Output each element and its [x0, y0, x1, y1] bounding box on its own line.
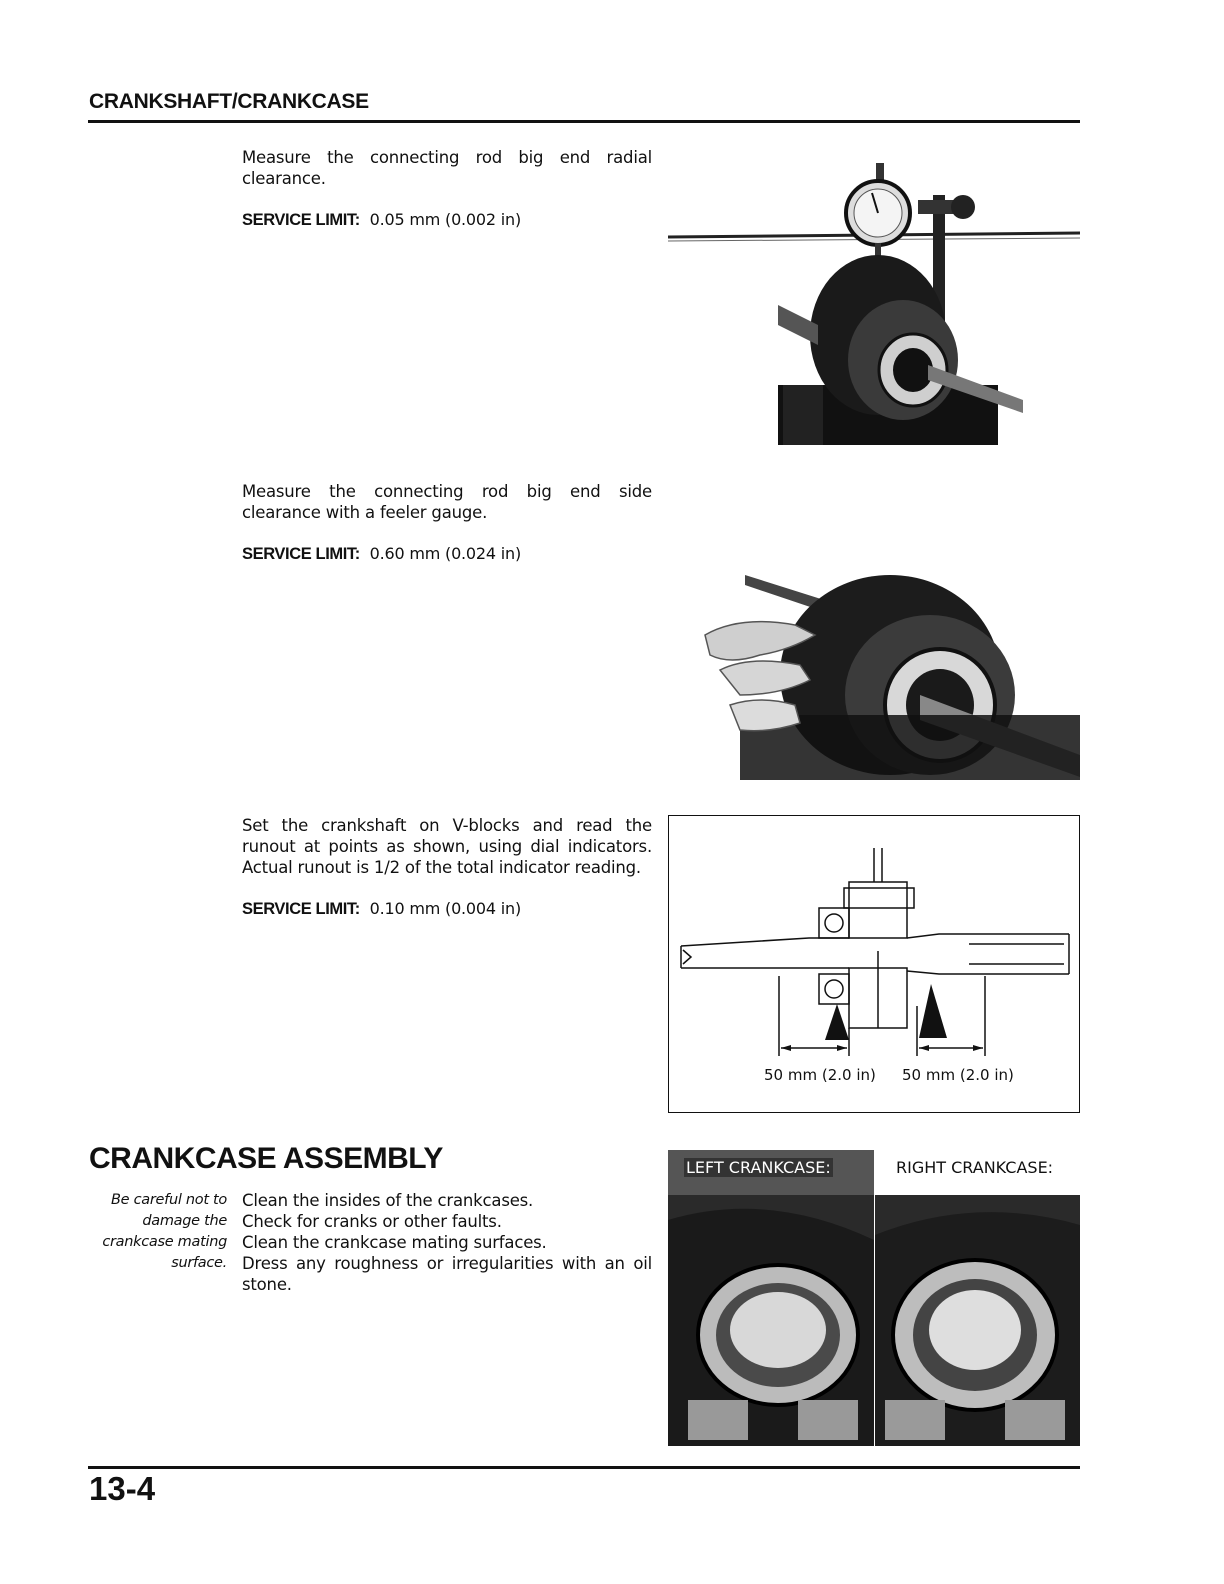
runout-text: Set the crankshaft on V-blocks and read the runout at points as shown, using dial indicators. Actual runout is 1/2 of the total indicator reading.: [242, 816, 652, 877]
page-number: 13-4: [89, 1470, 156, 1507]
service-limit-value: 0.60 mm (0.024 in): [369, 544, 521, 563]
v-block-marker-left: [825, 1004, 849, 1040]
v-block-marker-right: [919, 984, 947, 1038]
side-service-limit: [242, 544, 521, 564]
radial-service-limit: [242, 210, 521, 230]
service-limit-label: SERVICE LIMIT:: [242, 211, 360, 229]
service-limit-label: SERVICE LIMIT:: [242, 900, 360, 918]
caution-note: Be careful not to damage the crankcase mating surface.: [102, 1192, 227, 1271]
right-crankcase-label: RIGHT CRANKCASE:: [896, 1158, 1054, 1177]
side-clearance-text: Measure the connecting rod big end side clearance with a feeler gauge.: [242, 482, 652, 522]
radial-clearance-text: Measure the connecting rod big end radial clearance.: [242, 148, 652, 188]
left-crankcase-photo: [668, 1150, 874, 1446]
dimension-right-label: 50 mm (2.0 in): [902, 1066, 1014, 1084]
step-item: Dress any roughness or irregularities with an oil stone.: [242, 1254, 652, 1294]
dimension-left-label: 50 mm (2.0 in): [764, 1066, 876, 1084]
runout-service-limit: [242, 899, 521, 919]
step-item: Check for cranks or other faults.: [242, 1212, 502, 1231]
feeler-gauge-photo: [700, 555, 1080, 780]
section-title: CRANKCASE ASSEMBLY: [89, 1142, 443, 1175]
footer-rule: [88, 1466, 1080, 1469]
step-item: Clean the insides of the crankcases.: [242, 1191, 534, 1210]
step-item: Clean the crankcase mating surfaces.: [242, 1233, 547, 1252]
service-limit-label: SERVICE LIMIT:: [242, 545, 360, 563]
header-rule: [88, 120, 1080, 123]
page-header-title: CRANKSHAFT/CRANKCASE: [89, 90, 369, 113]
dial-indicator-photo: [668, 155, 1080, 445]
service-limit-value: 0.10 mm (0.004 in): [369, 899, 521, 918]
left-crankcase-label: LEFT CRANKCASE:: [686, 1158, 831, 1177]
right-crankcase-photo: [875, 1195, 1080, 1446]
service-limit-value: 0.05 mm (0.002 in): [369, 210, 521, 229]
runout-diagram: [668, 815, 1080, 1113]
assembly-steps: [242, 1190, 652, 1295]
